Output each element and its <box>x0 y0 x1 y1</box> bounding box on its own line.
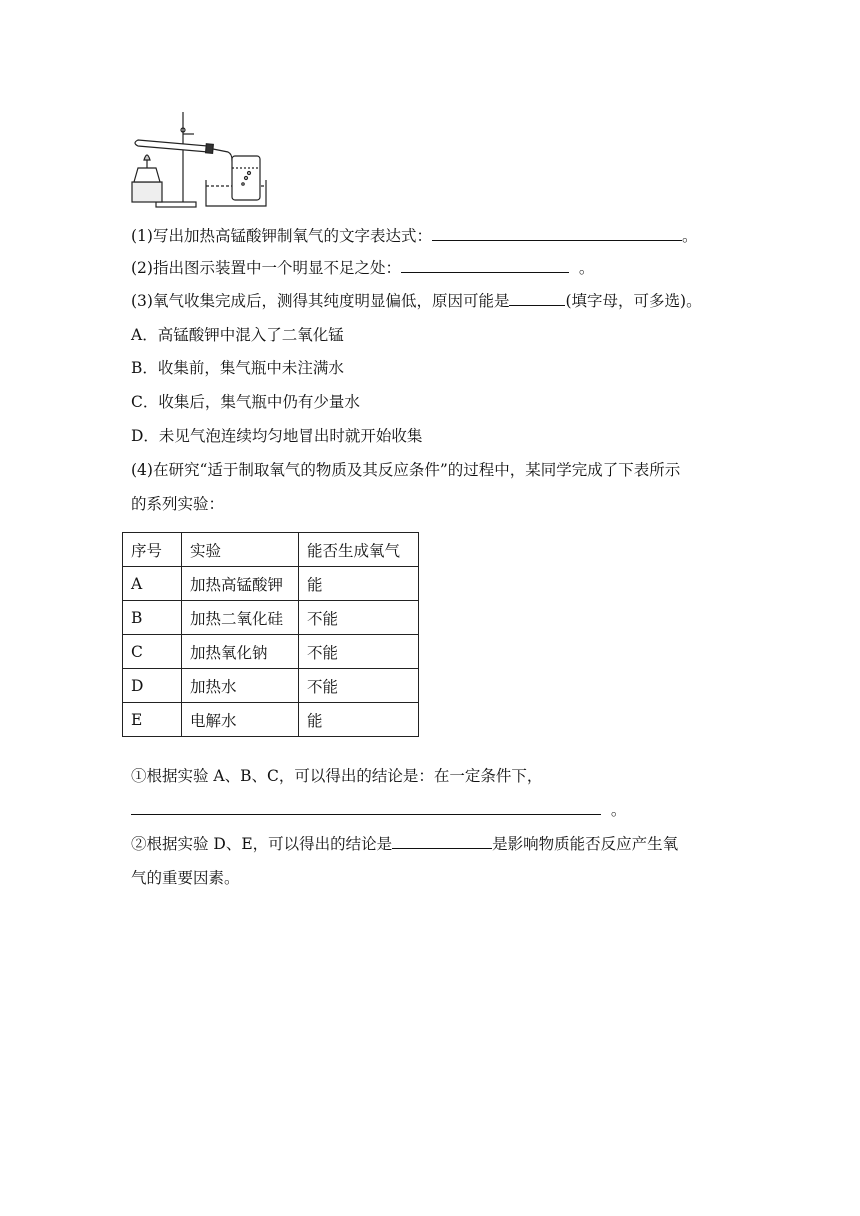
table-row <box>123 601 419 635</box>
table-cell: A <box>123 567 182 601</box>
table-cell: 加热氧化钠 <box>182 635 299 669</box>
question-4-line-1: (4)在研究“适于制取氧气的物质及其反应条件”的过程中，某同学完成了下表所示 <box>131 461 681 479</box>
question-4-line-2: 的系列实验： <box>131 495 225 513</box>
question-1: (1)写出加热高锰酸钾制氧气的文字表达式： 。 <box>131 227 698 245</box>
option-c: C．收集后，集气瓶中仍有少量水 <box>131 393 360 411</box>
option-b: B．收集前，集气瓶中未注满水 <box>131 359 344 377</box>
answer-blank-5[interactable] <box>392 834 492 849</box>
table-cell: B <box>123 601 182 635</box>
option-a: A．高锰酸钾中混入了二氧化锰 <box>131 326 344 344</box>
sub-question-1-line-1: ①根据实验 A、B、C，可以得出的结论是：在一定条件下， <box>131 767 543 785</box>
table-cell: 不能 <box>299 601 419 635</box>
answer-blank-4[interactable] <box>131 800 601 815</box>
table-row <box>123 567 419 601</box>
sub-question-1-line-2: 。 <box>131 800 626 820</box>
table-cell: C <box>123 635 182 669</box>
header-cell: 实验 <box>182 533 299 567</box>
experiment-table <box>122 532 419 737</box>
table-header-row <box>123 533 419 567</box>
sub-question-2-line-1: ②根据实验 D、E，可以得出的结论是 是影响物质能否反应产生氧 <box>131 835 679 853</box>
question-3: (3)氧气收集完成后，测得其纯度明显偏低，原因可能是 (填字母，可多选)。 <box>131 292 702 310</box>
table-cell: E <box>123 703 182 737</box>
table-cell: 加热水 <box>182 669 299 703</box>
option-d: D．未见气泡连续均匀地冒出时就开始收集 <box>131 427 423 445</box>
header-cell: 能否生成氧气 <box>299 533 419 567</box>
table-row <box>123 703 419 737</box>
table-row <box>123 635 419 669</box>
question-2: (2)指出图示装置中一个明显不足之处： 。 <box>131 259 595 277</box>
table-cell: 能 <box>299 567 419 601</box>
table-cell: 电解水 <box>182 703 299 737</box>
header-cell: 序号 <box>123 533 182 567</box>
table-cell: 不能 <box>299 669 419 703</box>
table-cell: 加热高锰酸钾 <box>182 567 299 601</box>
table-cell: D <box>123 669 182 703</box>
answer-blank-2[interactable] <box>401 258 569 273</box>
answer-blank-1[interactable] <box>432 226 682 241</box>
oxygen-apparatus-figure <box>128 110 268 210</box>
table-cell: 不能 <box>299 635 419 669</box>
table-row <box>123 669 419 703</box>
table-cell: 能 <box>299 703 419 737</box>
table-cell: 加热二氧化硅 <box>182 601 299 635</box>
answer-blank-3[interactable] <box>509 291 565 306</box>
sub-question-2-line-2: 气的重要因素。 <box>131 869 240 887</box>
